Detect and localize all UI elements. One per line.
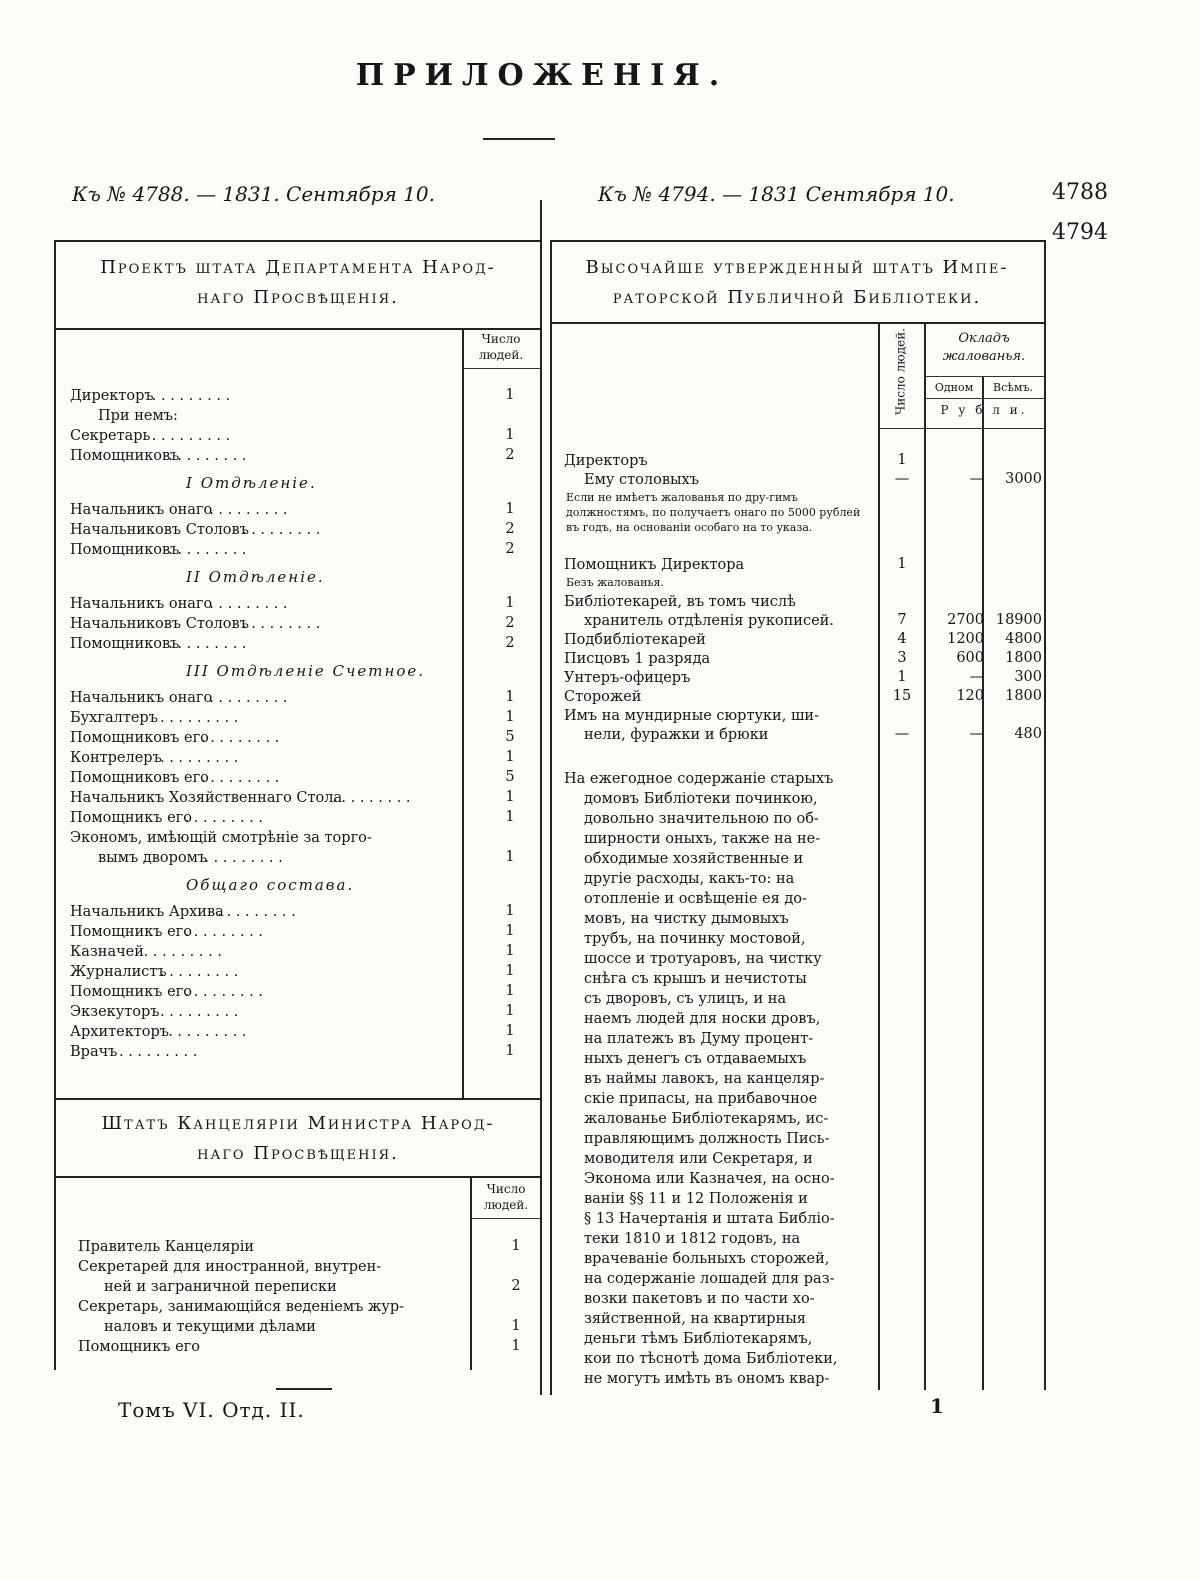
table2-header-rule bbox=[54, 1176, 540, 1178]
table3-row-all: 1800 bbox=[1005, 650, 1042, 666]
table1-row-count: 1 bbox=[505, 1043, 515, 1059]
right-dateline: Къ № 4794. — 1831 Сентября 10. bbox=[598, 182, 955, 206]
table1-row-label: Казначей bbox=[70, 944, 144, 960]
table1-count-divider bbox=[462, 328, 464, 1098]
table3-row-label: Помощникъ Директора bbox=[564, 557, 745, 573]
table3-paragraph-line: не могутъ имѣть въ ономъ квар- bbox=[584, 1371, 830, 1387]
table2-row-count: 1 bbox=[511, 1318, 521, 1334]
table1-row-count: 2 bbox=[505, 447, 515, 463]
table1-row-leader: . . . . . . . . . bbox=[209, 690, 288, 706]
table3-header-rule bbox=[550, 322, 1044, 324]
table3-paragraph-line: шоссе и тротуаровъ, на чистку bbox=[584, 951, 822, 967]
table3-paragraph-line: домовъ Библiотеки починкою, bbox=[584, 791, 818, 807]
table3-col-one: Одном bbox=[934, 381, 974, 394]
table3-note: Если не имѣетъ жалованья по дру-гимъ должностямъ, по получаетъ онаго по 5000 рублей въ годъ, на основанiи особаго на то указа. bbox=[566, 491, 861, 534]
table1-row-label: Начальникъ Хозяйственнаго Стола bbox=[70, 790, 343, 806]
table2-row-count: 1 bbox=[511, 1338, 521, 1354]
table1-row-leader: . . . . . . . . . bbox=[184, 810, 263, 826]
table1-row-label: Помощникъ его bbox=[70, 924, 192, 940]
table1-row-leader: . . . . . . . . . bbox=[201, 770, 280, 786]
table3-row-label: хранитель отдѣленiя рукописей. bbox=[584, 613, 834, 629]
table3-note: Безъ жалованья. bbox=[566, 576, 664, 589]
table1-row-count: 2 bbox=[505, 615, 515, 631]
title-divider bbox=[483, 138, 555, 140]
table2-count-header-1: Число bbox=[486, 1182, 526, 1196]
table3-paragraph-line: отопленiе и освѣщенiе ея до- bbox=[584, 891, 807, 907]
table3-paragraph-line: возки пакетовъ и по части хо- bbox=[584, 1291, 815, 1307]
table3-row-label: Сторожей bbox=[564, 689, 642, 705]
table1-row-leader: . . . . . . . . . bbox=[160, 1004, 239, 1020]
table3-paragraph-line: мовъ, на чистку дымовыхъ bbox=[584, 911, 789, 927]
center-divider-inner bbox=[550, 240, 552, 1395]
table1-row-leader: . . . . . . . . . bbox=[143, 944, 222, 960]
table1-row-label: Помощникъ его bbox=[70, 984, 192, 1000]
table1-row-count: 1 bbox=[505, 943, 515, 959]
table3-row-count: — bbox=[894, 726, 910, 742]
table3-paragraph-line: въ наймы лавокъ, на канцеляр- bbox=[584, 1071, 825, 1087]
table1-row-count: 1 bbox=[505, 809, 515, 825]
table3-row-label: Писцовъ 1 разряда bbox=[564, 651, 711, 667]
table3-paragraph-line: правляющимъ должность Пись- bbox=[584, 1131, 830, 1147]
table2-row-label: ней и заграничной переписки bbox=[104, 1279, 337, 1295]
table1-row-leader: . . . . . . . . . bbox=[160, 710, 239, 726]
table3-paragraph-line: кои по тѣснотѣ дома Библiотеки, bbox=[584, 1351, 838, 1367]
table3-paragraph-line: обходимые хозяйственные и bbox=[584, 851, 804, 867]
table3-row-count: 4 bbox=[897, 631, 907, 647]
table1-row-leader: . . . . . . . . . bbox=[168, 636, 247, 652]
table1-row-label: вымъ дворомъ bbox=[98, 850, 208, 866]
table1-row-leader: . . . . . . . . . bbox=[151, 388, 231, 404]
table3-col-unit: Р у б л и. bbox=[940, 403, 1028, 417]
table1-row-label: Начальникъ онаго bbox=[70, 596, 213, 612]
table2-row-label: наловъ и текущими дѣлами bbox=[104, 1319, 316, 1335]
table1-row-label: Секретарь bbox=[70, 428, 151, 444]
table1-row-label: Журналистъ bbox=[70, 964, 167, 980]
table2-row-count: 1 bbox=[511, 1238, 521, 1254]
table3-paragraph-line: врачеванiе больныхъ сторожей, bbox=[584, 1251, 830, 1267]
table1-top-rule bbox=[54, 240, 540, 242]
table1-row-label: Врачъ bbox=[70, 1044, 118, 1060]
table1-header-rule bbox=[54, 328, 540, 330]
table3-paragraph-line: на содержанiе лошадей для раз- bbox=[584, 1271, 835, 1287]
table1-row-label: Экзекуторъ bbox=[70, 1004, 160, 1020]
table1-row-count: 2 bbox=[505, 521, 515, 537]
right-outer-border bbox=[1044, 240, 1046, 1390]
table1-row-leader: . . . . . . . . . bbox=[242, 616, 321, 632]
table1-section-heading: Общаго состава. bbox=[186, 876, 355, 894]
table3-header-bottom-rule bbox=[878, 428, 1044, 429]
table1-row-label: Начальникъ онаго bbox=[70, 502, 213, 518]
table2-title-line1: Штатъ Канцелярiи Министра Народ- bbox=[101, 1113, 495, 1134]
table3-row-label: Директоръ bbox=[564, 453, 648, 469]
table3-paragraph-line: деньги тѣмъ Библiотекарямъ, bbox=[584, 1331, 813, 1347]
table1-row-label: Начальниковъ Столовъ bbox=[70, 616, 249, 632]
table1-row-leader: . . . . . . . . . bbox=[160, 964, 239, 980]
table3-row-count: 7 bbox=[897, 612, 907, 628]
footer-page-number: 1 bbox=[930, 1394, 945, 1418]
table1-row-leader: . . . . . . . . . bbox=[209, 596, 288, 612]
table3-row-label: Унтеръ-офицеръ bbox=[564, 670, 691, 686]
table1-row-label: Бухгалтеръ bbox=[70, 710, 158, 726]
table3-paragraph-line: § 13 Начертанiя и штата Библiо- bbox=[584, 1211, 835, 1227]
table1-row-label: Архитекторъ bbox=[70, 1024, 170, 1040]
table3-row-label: нели, фуражки и брюки bbox=[584, 727, 769, 743]
table3-row-label: Библiотекарей, въ томъ числѣ bbox=[564, 594, 796, 610]
table1-row-leader: . . . . . . . . . bbox=[204, 850, 283, 866]
table1-row-leader: . . . . . . . . . bbox=[184, 984, 263, 1000]
table1-title-line2: наго Просвѣщенiя. bbox=[197, 287, 399, 308]
table3-paragraph-line: ныхъ денегъ съ отдаваемыхъ bbox=[584, 1051, 807, 1067]
table2-title-line2: наго Просвѣщенiя. bbox=[197, 1143, 399, 1164]
table1-row-count: 1 bbox=[505, 963, 515, 979]
table3-row-count: 1 bbox=[897, 669, 907, 685]
table1-section-heading: III Отдѣленiе Счетное. bbox=[186, 662, 426, 680]
table1-row-label: Помощниковъ bbox=[70, 636, 180, 652]
table2-row-count: 2 bbox=[511, 1278, 521, 1294]
table3-paragraph-line: жалованье Библiотекарямъ, ис- bbox=[584, 1111, 829, 1127]
table1-row-label: Помощниковъ его bbox=[70, 730, 209, 746]
table1-row-label: Помощниковъ его bbox=[70, 770, 209, 786]
table1-row-leader: . . . . . . . . . bbox=[160, 750, 239, 766]
table3-row-all: 480 bbox=[1014, 726, 1042, 742]
table3-row-label: Имъ на мундирные сюртуки, ши- bbox=[564, 708, 819, 724]
table3-paragraph-line: трубъ, на починку мостовой, bbox=[584, 931, 806, 947]
table3-title-line1: Высочайше утвержденный штатъ Импе- bbox=[585, 257, 1009, 278]
table3-row-count: 1 bbox=[897, 452, 907, 468]
table3-row-all: 1800 bbox=[1005, 688, 1042, 704]
page-title: ПРИЛОЖЕНIЯ. bbox=[355, 58, 729, 93]
left-dateline: Къ № 4788. — 1831. Сентября 10. bbox=[72, 182, 435, 206]
table1-row-count: 1 bbox=[505, 595, 515, 611]
table1-count-header-1: Число bbox=[481, 332, 521, 346]
table3-paragraph-line: моводителя или Секретаря, и bbox=[584, 1151, 813, 1167]
table1-row-count: 1 bbox=[505, 427, 515, 443]
left-outer-border bbox=[54, 240, 56, 1370]
table1-row-count: 1 bbox=[505, 689, 515, 705]
table3-paragraph-line: теки 1810 и 1812 годовъ, на bbox=[584, 1231, 801, 1247]
table2-row-label: Помощникъ его bbox=[78, 1339, 200, 1355]
table1-row-label: Начальникъ Архива bbox=[70, 904, 224, 920]
table1-row-leader: . . . . . . . . . bbox=[242, 522, 321, 538]
table1-row-count: 1 bbox=[505, 1003, 515, 1019]
table1-title-line1: Проектъ штата Департамента Народ- bbox=[100, 257, 496, 278]
table3-title-line2: раторской Публичной Библiотеки. bbox=[612, 287, 982, 308]
table1-row-label: Контрелеръ bbox=[70, 750, 162, 766]
table1-row-count: 1 bbox=[505, 387, 515, 403]
table3-people-header: Число людей. bbox=[893, 327, 908, 416]
margin-number-1: 4788 bbox=[1052, 180, 1108, 205]
table1-count-header-2: людей. bbox=[478, 348, 524, 362]
table1-row-leader: . . . . . . . . . bbox=[209, 502, 288, 518]
table3-row-count: 1 bbox=[897, 556, 907, 572]
table1-row-count: 1 bbox=[505, 709, 515, 725]
table3-paragraph-line: снѣга съ крышъ и нечистоты bbox=[584, 971, 807, 987]
table3-row-all: 18900 bbox=[995, 612, 1042, 628]
table3-paragraph-line: На ежегодное содержанiе старыхъ bbox=[564, 771, 834, 787]
table3-row-one: — bbox=[969, 669, 984, 685]
table3-row-count: 3 bbox=[897, 650, 907, 666]
table1-row-count: 1 bbox=[505, 749, 515, 765]
table2-top-rule bbox=[54, 1098, 540, 1100]
table3-paragraph-line: скiе припасы, на прибавочное bbox=[584, 1091, 818, 1107]
table3-unit-rule-top bbox=[924, 398, 1044, 399]
table1-row-leader: . . . . . . . . . bbox=[184, 924, 263, 940]
table1-row-label: При немъ: bbox=[98, 408, 178, 424]
table1-row-leader: . . . . . . . . . bbox=[217, 904, 296, 920]
table1-row-leader: . . . . . . . . . bbox=[168, 542, 247, 558]
table1-row-leader: . . . . . . . . . bbox=[332, 790, 411, 806]
table1-row-count: 1 bbox=[505, 789, 515, 805]
table3-paragraph-line: Эконома или Казначея, на осно- bbox=[584, 1171, 835, 1187]
table1-row-label: Помощниковъ bbox=[70, 448, 180, 464]
table3-salary-subrule bbox=[924, 376, 1044, 377]
table3-paragraph-line: другiе расходы, какъ-то: на bbox=[584, 871, 795, 887]
table1-row-label: Директоръ bbox=[70, 388, 154, 404]
footer-volume: Томъ VI. Отд. II. bbox=[118, 1398, 305, 1422]
table1-row-leader: . . . . . . . . . bbox=[119, 1044, 198, 1060]
table3-paragraph-line: на платежъ въ Думу процент- bbox=[584, 1031, 814, 1047]
table1-row-count: 2 bbox=[505, 635, 515, 651]
table3-row-one: 2700 bbox=[947, 612, 984, 628]
table1-row-leader: . . . . . . . . . bbox=[201, 730, 280, 746]
table1-row-leader: . . . . . . . . . bbox=[151, 428, 231, 444]
table3-row-label: Ему столовыхъ bbox=[584, 472, 699, 488]
table1-row-count: 1 bbox=[505, 903, 515, 919]
table3-row-one: — bbox=[969, 726, 984, 742]
table1-row-label: Начальникъ онаго bbox=[70, 690, 213, 706]
table2-row-label: Правитель Канцелярiи bbox=[78, 1239, 255, 1255]
table3-row-one: 600 bbox=[956, 650, 984, 666]
table3-row-count: — bbox=[894, 471, 910, 487]
table3-one-all-divider bbox=[982, 376, 984, 1390]
table3-salary-header: Окладъ жалованья. bbox=[942, 331, 1026, 364]
table1-row-count: 2 bbox=[505, 541, 515, 557]
table3-row-one: — bbox=[969, 471, 984, 487]
table3-paragraph-line: наемъ людей для носки дровъ, bbox=[584, 1011, 821, 1027]
table1-row-label: Помощникъ его bbox=[70, 810, 192, 826]
table3-row-count: 15 bbox=[892, 688, 912, 704]
table1-count-header-rule bbox=[462, 368, 540, 369]
table3-row-all: 300 bbox=[1014, 669, 1042, 685]
table3-paragraph-line: ширности оныхъ, также на не- bbox=[584, 831, 821, 847]
table3-col-all: Всѣмъ. bbox=[993, 381, 1033, 394]
table1-section-heading: I Отдѣленiе. bbox=[186, 474, 317, 492]
table2-row-label: Секретарей для иностранной, внутрен- bbox=[78, 1259, 382, 1275]
table2-count-header-rule bbox=[470, 1218, 540, 1219]
table3-top-rule bbox=[550, 240, 1044, 242]
table1-row-label: Экономъ, имѣющiй смотрѣнiе за торго- bbox=[70, 830, 372, 846]
table1-row-leader: . . . . . . . . . bbox=[168, 448, 247, 464]
table2-row-label: Секретарь, занимающiйся веденiемъ жур- bbox=[78, 1299, 405, 1315]
table1-row-count: 1 bbox=[505, 923, 515, 939]
table3-row-one: 1200 bbox=[947, 631, 984, 647]
table3-row-one: 120 bbox=[956, 688, 984, 704]
table1-row-count: 1 bbox=[505, 849, 515, 865]
table1-row-label: Помощниковъ bbox=[70, 542, 180, 558]
table1-row-leader: . . . . . . . . . bbox=[168, 1024, 247, 1040]
table1-row-count: 1 bbox=[505, 1023, 515, 1039]
table3-row-all: 4800 bbox=[1005, 631, 1042, 647]
table3-row-all: 3000 bbox=[1005, 471, 1042, 487]
table1-row-count: 5 bbox=[505, 729, 515, 745]
table1-row-count: 1 bbox=[505, 983, 515, 999]
table3-paragraph-line: съ дворовъ, съ улицъ, и на bbox=[584, 991, 787, 1007]
footer-rule bbox=[276, 1388, 332, 1390]
table1-row-count: 1 bbox=[505, 501, 515, 517]
table1-row-label: Начальниковъ Столовъ bbox=[70, 522, 249, 538]
table3-paragraph-line: ванiи §§ 11 и 12 Положенiя и bbox=[584, 1191, 808, 1207]
table1-section-heading: II Отдѣленiе. bbox=[186, 568, 325, 586]
table3-paragraph-line: довольно значительною по об- bbox=[584, 811, 819, 827]
table2-count-header-2: людей. bbox=[483, 1198, 529, 1212]
margin-number-2: 4794 bbox=[1052, 220, 1108, 245]
table1-row-count: 5 bbox=[505, 769, 515, 785]
table3-row-label: Подбибліотекарей bbox=[564, 632, 706, 648]
table3-paragraph-line: зяйственной, на квартирныя bbox=[584, 1311, 806, 1327]
